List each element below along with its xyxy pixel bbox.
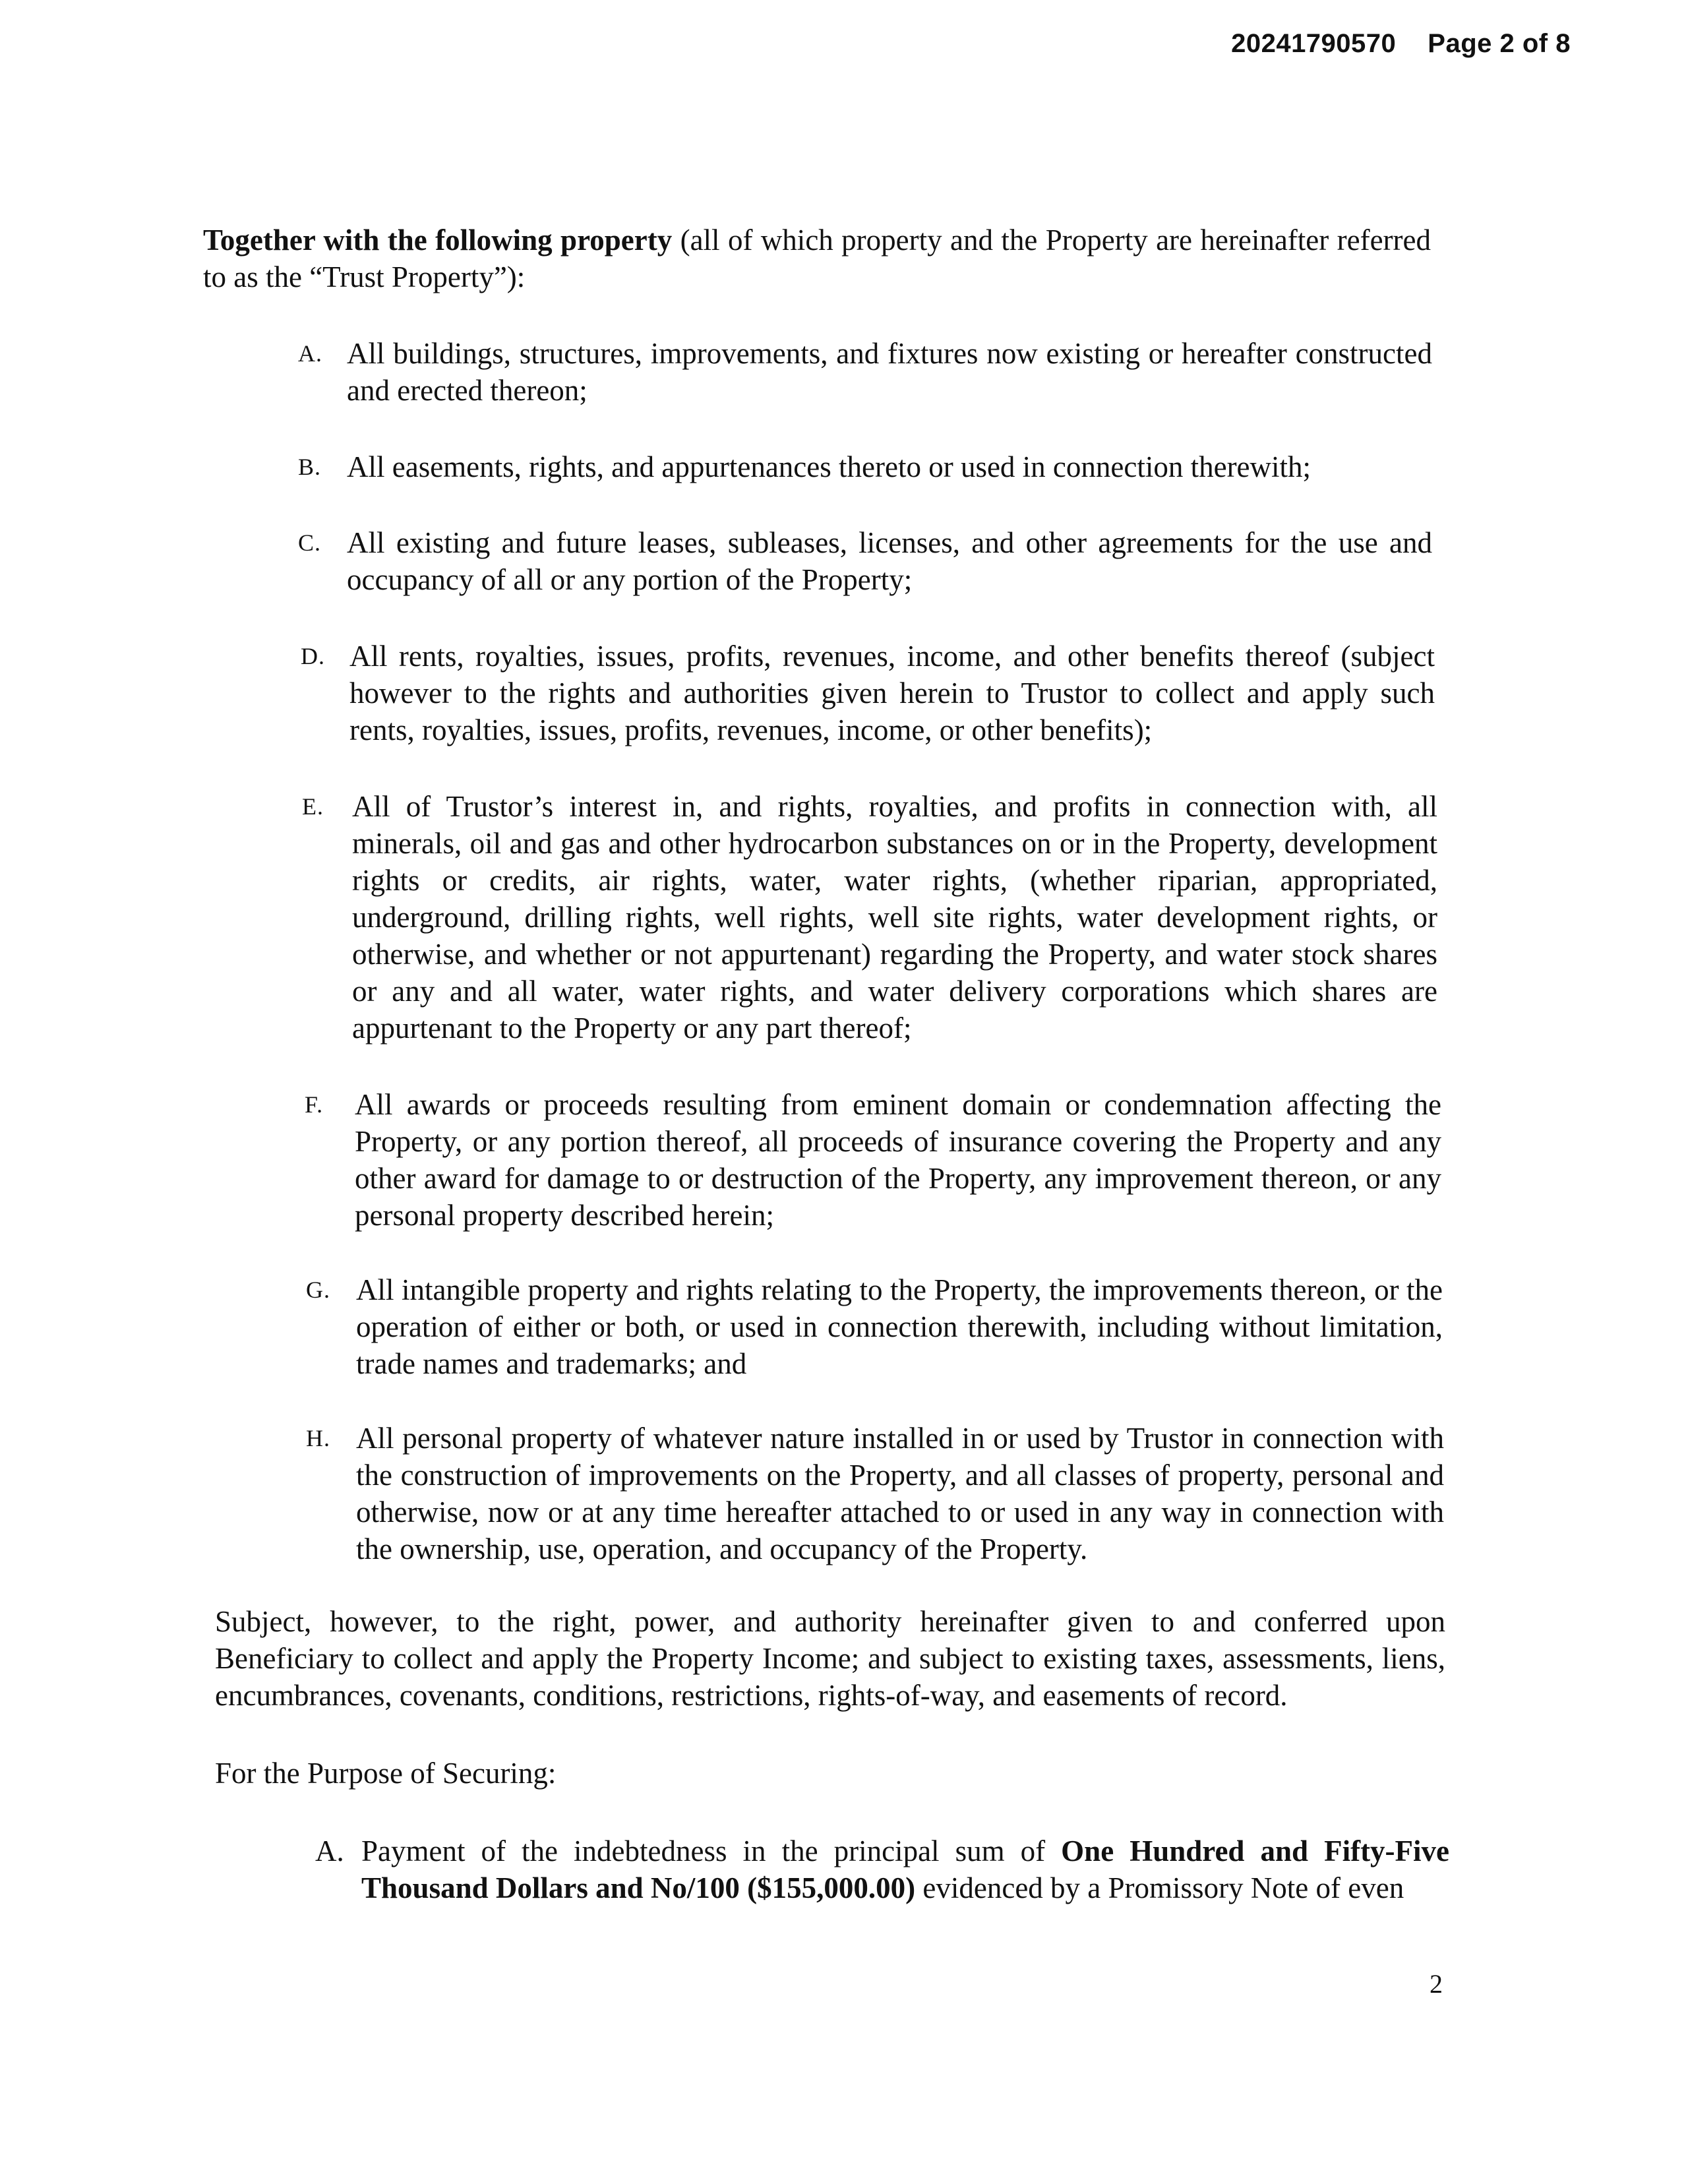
item-text: All easements, rights, and appurtenances thereto or used in connection therewith; xyxy=(347,450,1311,483)
item-letter: G. xyxy=(306,1277,330,1303)
page-indicator: Page 2 of 8 xyxy=(1428,29,1571,58)
item-letter: A. xyxy=(298,340,322,367)
item-text: All personal property of whatever nature installed in or used by Trustor in connection with the construction of improvements on the Property, and all classes of property, personal and otherwise, now or at any time hereafter attached to or used in any way in connection with the ownership, use, operation, and occupancy of the Property. xyxy=(356,1422,1444,1565)
purpose-text-before: Payment of the indebtedness in the principal sum of xyxy=(361,1835,1046,1867)
item-text: All rents, royalties, issues, profits, revenues, income, and other benefits thereof (subject however to the rights and authorities given herein to Trustor to collect and apply such rents, royalties, issues, profits, revenues, income, or other benefits); xyxy=(349,640,1435,746)
intro-text: (all of which property and the Property are hereinafter referred to as the “Trust Property”): xyxy=(203,224,1431,293)
item-letter: C. xyxy=(298,530,322,556)
item-text xyxy=(361,1833,1449,1906)
item-letter: B. xyxy=(298,454,322,480)
principal-sum: One Hundred and Fifty-Five Thousand Dollars and No/100 ($155,000.00) xyxy=(361,1835,1449,1904)
page-header xyxy=(1231,29,1571,59)
purpose-heading: For the Purpose of Securing: xyxy=(215,1757,557,1790)
intro-paragraph xyxy=(203,222,1431,295)
item-letter: E. xyxy=(302,793,324,820)
item-text: All buildings, structures, improvements, and fixtures now existing or hereafter constructed and erected thereon; xyxy=(347,337,1432,407)
item-text: All awards or proceeds resulting from eminent domain or condemnation affecting the Property, or any portion thereof, all proceeds of insurance covering the Property and any other award for damage to or destruction of the Property, any improvement thereon, or any personal property described herein; xyxy=(355,1088,1441,1232)
item-letter: H. xyxy=(306,1425,330,1451)
page-number: 2 xyxy=(1430,1969,1443,1999)
item-text: All intangible property and rights relating to the Property, the improvements thereon, or the operation of either or both, or used in connection therewith, including without limitation, trade names and trademarks; and xyxy=(356,1273,1443,1380)
item-letter: F. xyxy=(305,1091,324,1118)
item-text: All of Trustor’s interest in, and rights, royalties, and profits in connection with, all minerals, oil and gas and other hydrocarbon substances on or in the Property, development rights or credits, air rights, water, water rights, (whether riparian, appropriated, underground, drilling rights, well rights, well site rights, water development rights, or otherwise, and whether or not appurtenant) regarding the Property, and water stock shares or any and all water, water rights, and water delivery corporations which shares are appurtenant to the Property or any part thereof; xyxy=(352,790,1437,1045)
item-letter: A. xyxy=(315,1835,344,1867)
purpose-text-after: evidenced by a Promissory Note of even xyxy=(922,1871,1404,1904)
document-number: 20241790570 xyxy=(1231,29,1397,58)
intro-bold-lead: Together with the following property xyxy=(203,224,673,257)
item-text: All existing and future leases, subleases, licenses, and other agreements for the use and occupancy of all or any portion of the Property; xyxy=(347,526,1432,596)
subject-paragraph: Subject, however, to the right, power, and authority hereinafter given to and conferred upon Beneficiary to collect and apply the Property Income; and subject to existing taxes, assessments, liens, encumbrances, covenants, conditions, restrictions, rights-of-way, and easements of record. xyxy=(215,1605,1445,1712)
item-letter: D. xyxy=(301,643,325,669)
